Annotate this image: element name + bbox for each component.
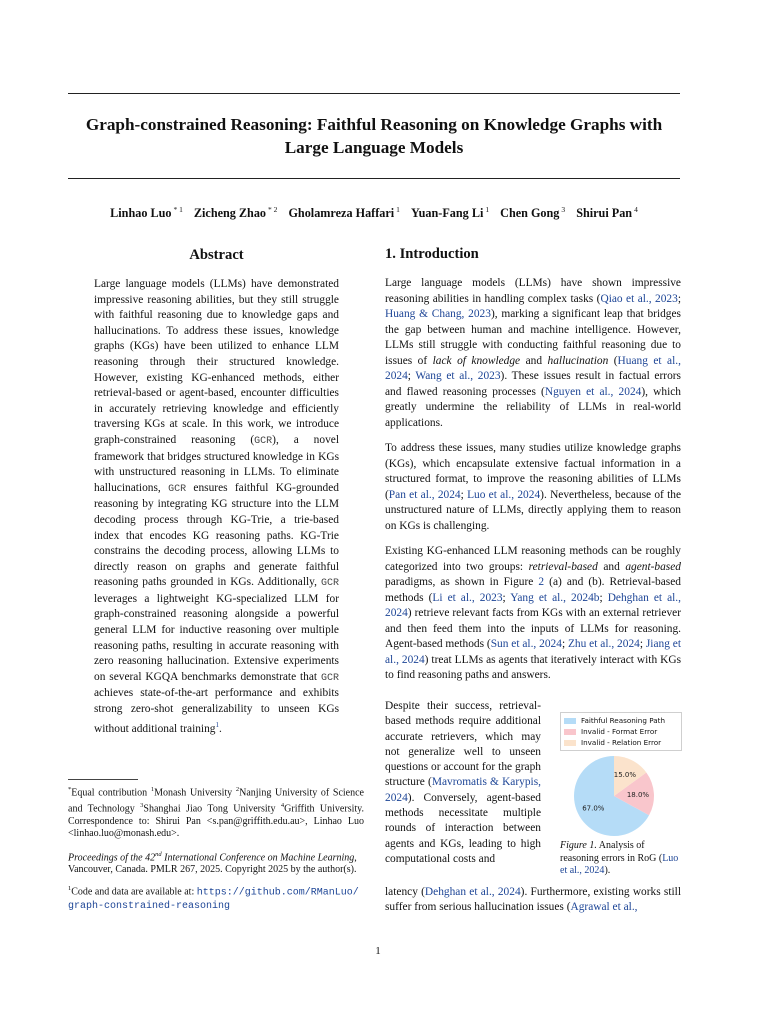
citation-link[interactable]: 2 — [538, 576, 545, 588]
intro-paragraph-1 — [385, 276, 681, 431]
intro-paragraph-3 — [385, 544, 681, 684]
legend-item: Invalid - Format Error — [564, 726, 678, 737]
proceedings-note: Proceedings of the 42nd International Conference on Machine Learning, Vancouver, Canada. PMLR 267, 2025. Copyright 2025 by the author(s). — [68, 850, 357, 876]
paper-title — [68, 113, 680, 159]
intro-paragraph-4-wrapped — [385, 699, 541, 867]
footnotes — [68, 779, 364, 921]
paragraph-text: Large language models (LLMs) have shown impressive reasoning abilities in handling complex tasks ( — [385, 277, 681, 305]
paragraph-text: and — [597, 560, 626, 573]
code-url-link[interactable]: https://github.com/RManLuo/graph-constrained-reasoning — [68, 887, 359, 912]
footnote-rule — [68, 779, 138, 780]
page-number: 1 — [375, 945, 381, 957]
figure-caption: Figure 1. Analysis of reasoning errors in RoG (Luo et al., 2024). — [560, 840, 679, 877]
paragraph-text: latency ( — [385, 886, 425, 898]
paragraph-text: ; — [460, 488, 468, 501]
footnote-ref-link[interactable]: 1 — [215, 720, 219, 729]
title-bottom-rule — [68, 178, 680, 179]
paragraph-text: ). Furthermore, existing works still suffer from serious hallucination issues ( — [385, 886, 681, 914]
paragraph-text: ). Conversely, agent-based methods necessitate multiple rounds of interaction between agents and KGs, leading to high computational costs and — [385, 791, 541, 865]
intro-paragraph-4-tail — [385, 885, 681, 916]
paragraph-text: Despite their success, retrieval-based methods require additional accurate retrievers, which may not generalize well to unseen questions or account for the graph structure ( — [385, 700, 541, 789]
citation-link[interactable]: Agrawal et al., — [570, 901, 638, 914]
intro-paragraph-2 — [385, 441, 681, 534]
emphasis-text: retrieval-based — [528, 560, 598, 573]
pie-slice-label: 15.0% — [613, 771, 637, 780]
citation-link[interactable]: Sun et al., 2024 — [490, 638, 562, 650]
citation-link[interactable]: Pan et al., 2024 — [388, 488, 461, 501]
paragraph-text: paradigms, as shown in Figure — [385, 576, 539, 588]
paragraph-text: (a) and (b). Retrieval-based methods ( — [385, 576, 681, 604]
paragraph-text: ; — [407, 370, 416, 382]
author-2: Zicheng Zhao $^{* 2}$ — [193, 205, 278, 221]
abstract-body: Large language models (LLMs) have demonstrated impressive reasoning abilities, but they still struggle with faithful reasoning due to knowledge gaps and hallucinations. To address these issues, knowledge graphs (KGs) have been utilized to enhance LLM reasoning through their structured knowledge. However, existing KG-enhanced methods, either retrieval-based or agent-based, encounter difficulties in accurately retrieving knowledge and efficiently traversing KGs at scale. In this work, we introduce graph-constrained reasoning (GCR), a novel framework that bridges structured knowledge in KGs with unstructured reasoning in LLMs. To eliminate hallucinations, GCR ensures faithful KG-grounded reasoning by integrating KG structure into the LLM decoding process through KG-Trie, a trie-based index that encodes KG reasoning paths. KG-Trie constrains the decoding process, allowing LLMs to directly reason on graphs and generate faithful reasoning paths grounded in KGs. Additionally, GCR leverages a lightweight KG-specialized LLM for graph-constrained reasoning alongside a powerful general LLM for inductive reasoning over multiple reasoning paths, resulting in accurate reasoning with zero reasoning hallucination. Extensive experiments on several KGQA benchmarks demonstrate that GCR achieves state-of-the-art performance and exhibits strong zero-shot generalizability to unseen KGs without additional training$^1$. — [94, 278, 339, 735]
pie-legend — [560, 712, 682, 751]
paragraph-text: ) retrieve relevant facts from KGs with an external retriever and then feed them into the inputs of LLMs for reasoning. Agent-based methods ( — [385, 607, 681, 650]
legend-item: Invalid - Relation Error — [564, 737, 678, 748]
title-line-1: Graph-constrained Reasoning: Faithful Reasoning on Knowledge Graphs with — [85, 115, 663, 134]
citation-link[interactable]: Wang et al., 2023 — [415, 370, 501, 382]
citation-link[interactable]: Yang et al., 2024b — [510, 591, 600, 604]
citation-link[interactable]: Dehghan et al., 2024 — [385, 591, 681, 619]
code-footnote: $^1$Code and data are available at: https://github.com/RManLuo/graph-constrained-reasoning — [68, 884, 359, 912]
citation-link[interactable]: Nguyen et al., 2024 — [544, 385, 642, 398]
author-3: Gholamreza Haffari $^1$ — [288, 205, 400, 221]
paragraph-text: Existing KG-enhanced LLM reasoning methods can be roughly categorized into two groups: — [385, 545, 681, 573]
author-5: Chen Gong $^3$ — [500, 205, 566, 221]
paragraph-text: ) treat LLMs as agents that iteratively interact with KGs to find reasoning paths and answers. — [385, 653, 682, 681]
author-4: Yuan-Fang Li $^1$ — [410, 205, 490, 221]
caption-cite-link[interactable]: Luo et al., 2024 — [560, 852, 679, 877]
paragraph-text: ). Nevertheless, because of the unstructured nature of LLMs, directly applying them to reason on KGs is challenging. — [385, 488, 682, 532]
pie-chart — [564, 754, 680, 838]
paragraph-text: ; — [677, 292, 681, 305]
pie-slice-label: 18.0% — [626, 790, 650, 799]
intro-paragraph-4-continued — [385, 885, 681, 916]
citation-link[interactable]: Li et al., 2023 — [432, 591, 503, 604]
citation-link[interactable]: Huang et al., 2024 — [385, 354, 681, 382]
introduction-heading: 1. Introduction — [385, 246, 479, 262]
citation-link[interactable]: Mavromatis & Karypis, 2024 — [385, 776, 541, 804]
citation-link[interactable]: Zhu et al., 2024 — [567, 638, 640, 650]
paragraph-text: ), which greatly undermine the reliability of LLMs in real-world applications. — [385, 385, 681, 429]
paragraph-text: ; — [639, 638, 646, 650]
title-line-2: Large Language Models — [284, 138, 464, 157]
legend-swatch — [564, 729, 576, 735]
figure-1 — [560, 712, 685, 882]
intro-paragraph-4 — [385, 699, 541, 867]
paragraph-text: and — [520, 354, 548, 367]
paragraph-text: To address these issues, many studies utilize knowledge graphs (KGs), which encapsulate extensive factual information in a structured format, to improve the reasoning abilities of LLMs ( — [385, 442, 681, 501]
citation-link[interactable]: Dehghan et al., 2024 — [424, 886, 521, 898]
citation-link[interactable]: Qiao et al., 2023 — [600, 292, 678, 305]
paragraph-text: ). These issues result in factual errors and flawed reasoning processes ( — [385, 370, 681, 398]
paragraph-text: ; — [502, 591, 511, 604]
emphasis-text: agent-based — [625, 560, 681, 573]
citation-link[interactable]: Luo et al., 2024 — [467, 488, 541, 501]
paragraph-text: ; — [561, 638, 568, 650]
author-list — [68, 205, 680, 221]
emphasis-text: lack of knowledge — [432, 354, 521, 367]
paragraph-text: ), marking a significant leap that bridges the gap between human and machine intelligence. However, LLMs still struggle with conducting faithful reasoning due to issues of — [385, 308, 681, 367]
paragraph-text: ( — [608, 354, 618, 367]
abstract-heading: Abstract — [189, 247, 244, 263]
legend-item: Faithful Reasoning Path — [564, 715, 678, 726]
author-1: Linhao Luo $^{* 1}$ — [110, 205, 183, 221]
top-rule — [68, 93, 680, 94]
emphasis-text: hallucination — [547, 354, 609, 367]
legend-swatch — [564, 718, 576, 724]
introduction-section — [385, 246, 681, 694]
pie-slice-label: 67.0% — [582, 804, 605, 813]
paragraph-text: ; — [599, 591, 608, 604]
citation-link[interactable]: Huang & Chang, 2023 — [385, 308, 491, 320]
author-6: Shirui Pan $^4$ — [576, 205, 638, 221]
legend-swatch — [564, 740, 576, 746]
abstract-section — [94, 247, 339, 737]
citation-link[interactable]: Jiang et al., 2024 — [385, 638, 682, 666]
affiliation-footnote: *Equal contribution $^1$Monash University $^2$Nanjing University of Science and Technology $^3$Shanghai Jiao Tong University $^4$Griffith University. Correspondence to: Shirui Pan <s.pan@griffith.edu.au>, Linhao Luo <linhao.luo@monash.edu>. — [68, 786, 364, 840]
